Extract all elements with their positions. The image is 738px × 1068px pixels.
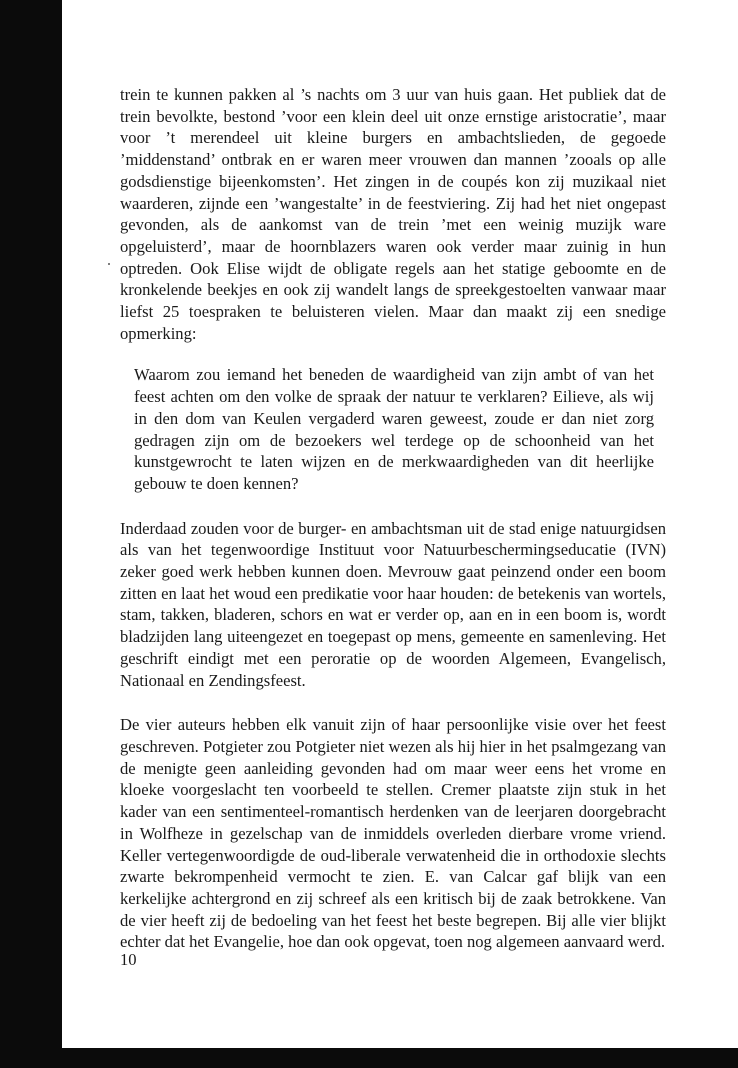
scan-border-bottom [0, 1048, 738, 1068]
scan-border-left [0, 0, 62, 1068]
paragraph-1: trein te kunnen pakken al ’s nachts om 3 uur van huis gaan. Het publiek dat de trein bevolkte, bestond ’voor een klein deel uit onze ernstige aristocratie’, maar voor ’t merendeel uit kleine burgers en ambachtslieden, de gegoede ’middenstand’ ontbrak en er waren meer vrouwen dan mannen ’zooals op alle godsdienstige bijeenkomsten’. Het zingen in de coupés kon zij muzikaal niet waarderen, zijnde een ’wangestalte’ in de feestviering. Zij had het niet ongepast gevonden, als de aankomst van de trein ’met een weinig muzijk ware opgeluisterd’, maar de hoornblazers waren ook verder maar zuinig in hun optreden. Ook Elise wijdt de obligate regels aan het statige geboomte en de kronkelende beekjes en ook zij wandelt langs de spreekgestoelten vanwaar maar liefst 25 toespraken te beluisteren vielen. Maar dan maakt zij een snedige opmerking: [120, 85, 666, 343]
paragraph-2: Inderdaad zouden voor de burger- en ambachtsman uit de stad enige natuurgidsen als van het tegenwoordige Instituut voor Natuurbeschermingseducatie (IVN) zeker goed werk hebben kunnen doen. Mevrouw gaat peinzend onder een boom zitten en laat het woud een predikatie voor haar houden: de betekenis van wortels, stam, takken, bladeren, schors en wat er verder op, aan en in een boom is, wordt bladzijden lang uiteengezet en toegepast op mens, gemeente en samenleving. Het geschrift eindigt met een peroratie op de woorden Algemeen, Evangelisch, Nationaal en Zendingsfeest. [120, 518, 666, 690]
page-number: 10 [120, 950, 137, 969]
scan-speck [108, 263, 110, 265]
scan-margin-right [688, 0, 738, 1068]
page-body [120, 84, 666, 953]
paragraph-3: De vier auteurs hebben elk vanuit zijn of haar persoonlijke visie over het feest geschreven. Potgieter zou Potgieter niet wezen als hij hier in het psalmgezang van de menigte geen aanleiding gevonden had om maar weer eens het vrome en kloeke voorgeslacht ten voorbeeld te stellen. Cremer plaatste zijn stuk in het kader van een sentimenteel-romantisch herdenken van de leerjaren doorgebracht in Wolfheze in gezelschap van de inmiddels overleden dierbare vrome vriend. Keller vertegenwoordigde de oud-liberale verwatenheid die in orthodoxie slechts zwarte bekrompenheid vermocht te zien. E. van Calcar gaf blijk van een kerkelijke achtergrond en zij schreef als een kritisch bij de zaak betrokkene. Van de vier heeft zij de bedoeling van het feest het beste begrepen. Bij alle vier blijkt echter dat het Evangelie, hoe dan ook opgevat, toen nog algemeen aanvaard werd. [120, 715, 666, 952]
block-quote: Waarom zou iemand het beneden de waardigheid van zijn ambt of van het feest achten om den volke de spraak der natuur te verklaren? Eilieve, als wij in den dom van Keulen vergaderd waren geweest, zoude er dan niet zorg gedragen zijn om de bezoekers wel terdege op de schoonheid van het kunstgewrocht te laten wijzen en de merkwaardigheden van dit heerlijke gebouw te doen kennen? [134, 365, 654, 493]
